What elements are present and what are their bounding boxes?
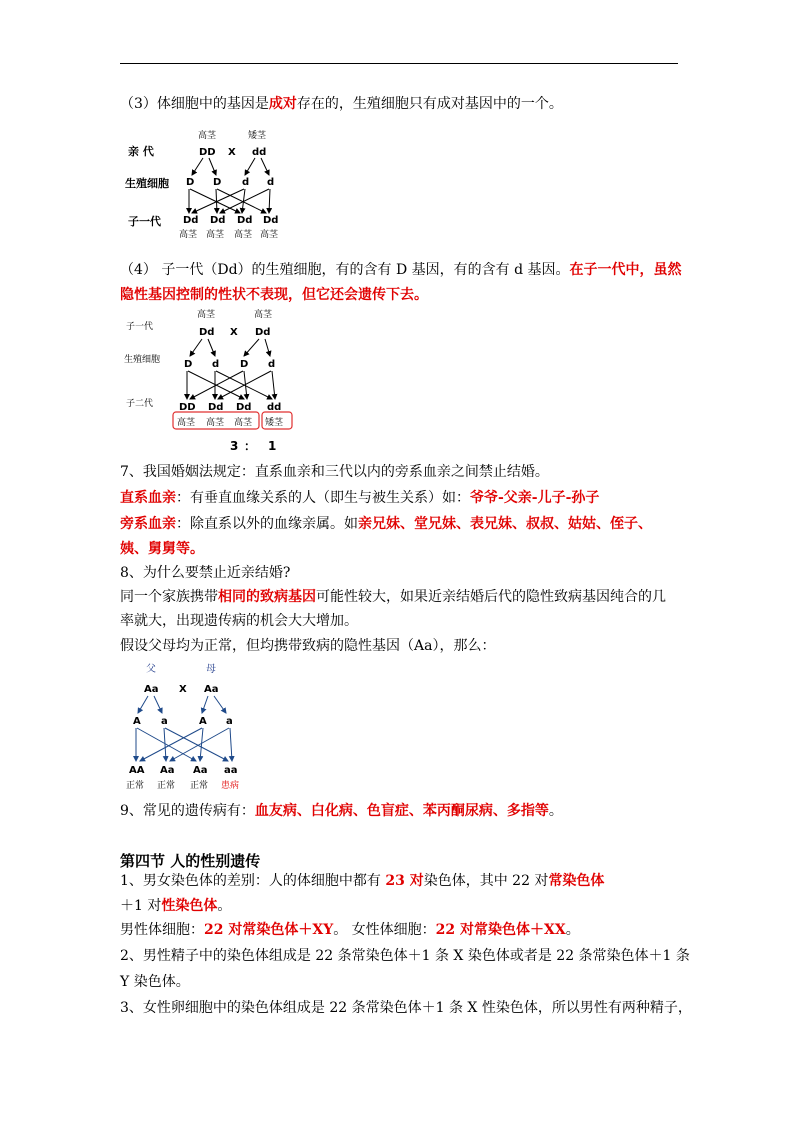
parent-genotype: Dd	[199, 327, 215, 338]
offspring-genotype: Dd	[236, 402, 252, 413]
offspring-trait: 高茎	[234, 230, 253, 240]
cross-symbol: X	[179, 684, 187, 695]
offspring-trait: 正常	[157, 781, 176, 791]
paragraph-4-line-2: 隐性基因控制的性状不表现，但它还会遗传下去。	[120, 287, 428, 303]
gamete: d	[267, 177, 275, 188]
offspring-genotype: Aa	[160, 765, 175, 776]
ratio-colon: ：	[244, 439, 257, 453]
offspring-genotype: aa	[224, 765, 238, 776]
offspring-genotype: Dd	[183, 215, 199, 226]
offspring-genotype: dd	[267, 402, 282, 413]
gamete: a	[161, 716, 168, 727]
header-rule	[120, 63, 678, 64]
section-item-2-cont: Y 染色体。	[120, 974, 190, 990]
paragraph-7-direct: 直系血亲：有垂直血缘关系的人（即生与被生关系）如：爷爷-父亲-儿子-孙子	[120, 490, 600, 506]
offspring-trait: 高茎	[206, 418, 225, 428]
paragraph-9: 9、常见的遗传病有：血友病、白化病、色盲症、苯丙酮尿病、多指等。	[120, 803, 563, 819]
parent-trait: 高茎	[254, 310, 273, 320]
ratio-recessive: 1	[268, 439, 277, 453]
parent-genotype: Aa	[204, 684, 219, 695]
gamete: D	[213, 177, 222, 188]
row-label-parent: 亲 代	[128, 145, 154, 158]
gamete: D	[184, 359, 193, 370]
offspring-trait: 高茎	[234, 418, 253, 428]
paragraph-7-collateral: 旁系血亲：除直系以外的血缘亲属。如亲兄妹、堂兄妹、表兄妹、叔叔、姑姑、侄子、	[120, 516, 652, 532]
section-item-1-cont: ＋1 对性染色体。	[120, 898, 232, 914]
offspring-genotype: Dd	[237, 215, 253, 226]
father-label: 父	[146, 664, 156, 675]
offspring-genotype: Aa	[193, 765, 208, 776]
parent-trait: 高茎	[197, 310, 216, 320]
cross-diagram-3	[120, 660, 250, 794]
row-label-offspring: 子二代	[126, 399, 154, 409]
parent-genotype: Aa	[144, 684, 159, 695]
parent-genotype: dd	[252, 147, 267, 158]
cross-symbol: X	[230, 327, 238, 338]
section-title: 第四节 人的性别遗传	[120, 852, 261, 870]
ratio-dominant: 3	[230, 439, 239, 453]
section-cells: 男性体细胞：22 对常染色体＋XY。 女性体细胞：22 对常染色体＋XX。	[120, 922, 580, 938]
parent-genotype: DD	[199, 147, 216, 158]
offspring-genotype: AA	[129, 765, 145, 776]
row-label-parent: 子一代	[126, 322, 154, 332]
offspring-trait: 正常	[190, 781, 209, 791]
gamete: A	[133, 716, 141, 727]
section-item-3: 3、女性卵细胞中的染色体组成是 22 条常染色体＋1 条 X 性染色体，所以男性有两种精子，	[120, 1000, 692, 1016]
gamete: d	[242, 177, 250, 188]
gamete: D	[240, 359, 249, 370]
paragraph-4-line-1: （4） 子一代（Dd）的生殖细胞，有的含有 D 基因，有的含有 d 基因。在子一代中，虽然	[120, 262, 682, 278]
paragraph-8-body-3: 假设父母均为正常，但均携带致病的隐性基因（Aa），那么：	[120, 638, 496, 654]
offspring-genotype: Dd	[208, 402, 224, 413]
gamete: d	[268, 359, 276, 370]
parent-trait: 高茎	[198, 131, 217, 141]
paragraph-8-body-2: 率就大，出现遗传病的机会大大增加。	[120, 613, 358, 629]
offspring-trait: 高茎	[260, 230, 279, 240]
paragraph-3: （3）体细胞中的基因是成对存在的，生殖细胞只有成对基因中的一个。	[120, 96, 563, 112]
cross-symbol: X	[228, 147, 236, 158]
offspring-genotype: Dd	[210, 215, 226, 226]
cross-diagram-1	[120, 125, 300, 243]
offspring-trait: 正常	[126, 781, 145, 791]
section-item-1: 1、男女染色体的差别：人的体细胞中都有 23 对染色体，其中 22 对常染色体	[120, 873, 605, 889]
paragraph-8-body-1: 同一个家族携带相同的致病基因可能性较大，如果近亲结婚后代的隐性致病基因纯合的几	[120, 589, 666, 605]
section-item-2: 2、男性精子中的染色体组成是 22 条常染色体＋1 条 X 染色体或者是 22 条常染色体＋1 条	[120, 948, 690, 964]
row-label-gamete: 生殖细胞	[124, 355, 161, 365]
offspring-trait: 高茎	[177, 418, 196, 428]
offspring-trait: 高茎	[206, 230, 225, 240]
paragraph-8: 8、为什么要禁止近亲结婚?	[120, 565, 291, 581]
mother-label: 母	[206, 664, 216, 675]
row-label-gamete: 生殖细胞	[125, 177, 169, 190]
offspring-trait-affected: 患病	[221, 781, 240, 791]
gamete: A	[199, 716, 207, 727]
cross-diagram-2	[120, 307, 300, 457]
gamete: a	[226, 716, 233, 727]
paragraph-7: 7、我国婚姻法规定：直系血亲和三代以内的旁系血亲之间禁止结婚。	[120, 464, 549, 480]
paragraph-7-collateral-cont: 姨、舅舅等。	[120, 541, 204, 557]
offspring-genotype: DD	[179, 402, 196, 413]
offspring-trait: 高茎	[179, 230, 198, 240]
offspring-trait: 矮茎	[265, 418, 284, 428]
offspring-genotype: Dd	[263, 215, 279, 226]
parent-trait: 矮茎	[248, 131, 267, 141]
row-label-offspring: 子一代	[128, 215, 161, 228]
parent-genotype: Dd	[255, 327, 271, 338]
gamete: D	[186, 177, 195, 188]
gamete: d	[212, 359, 220, 370]
